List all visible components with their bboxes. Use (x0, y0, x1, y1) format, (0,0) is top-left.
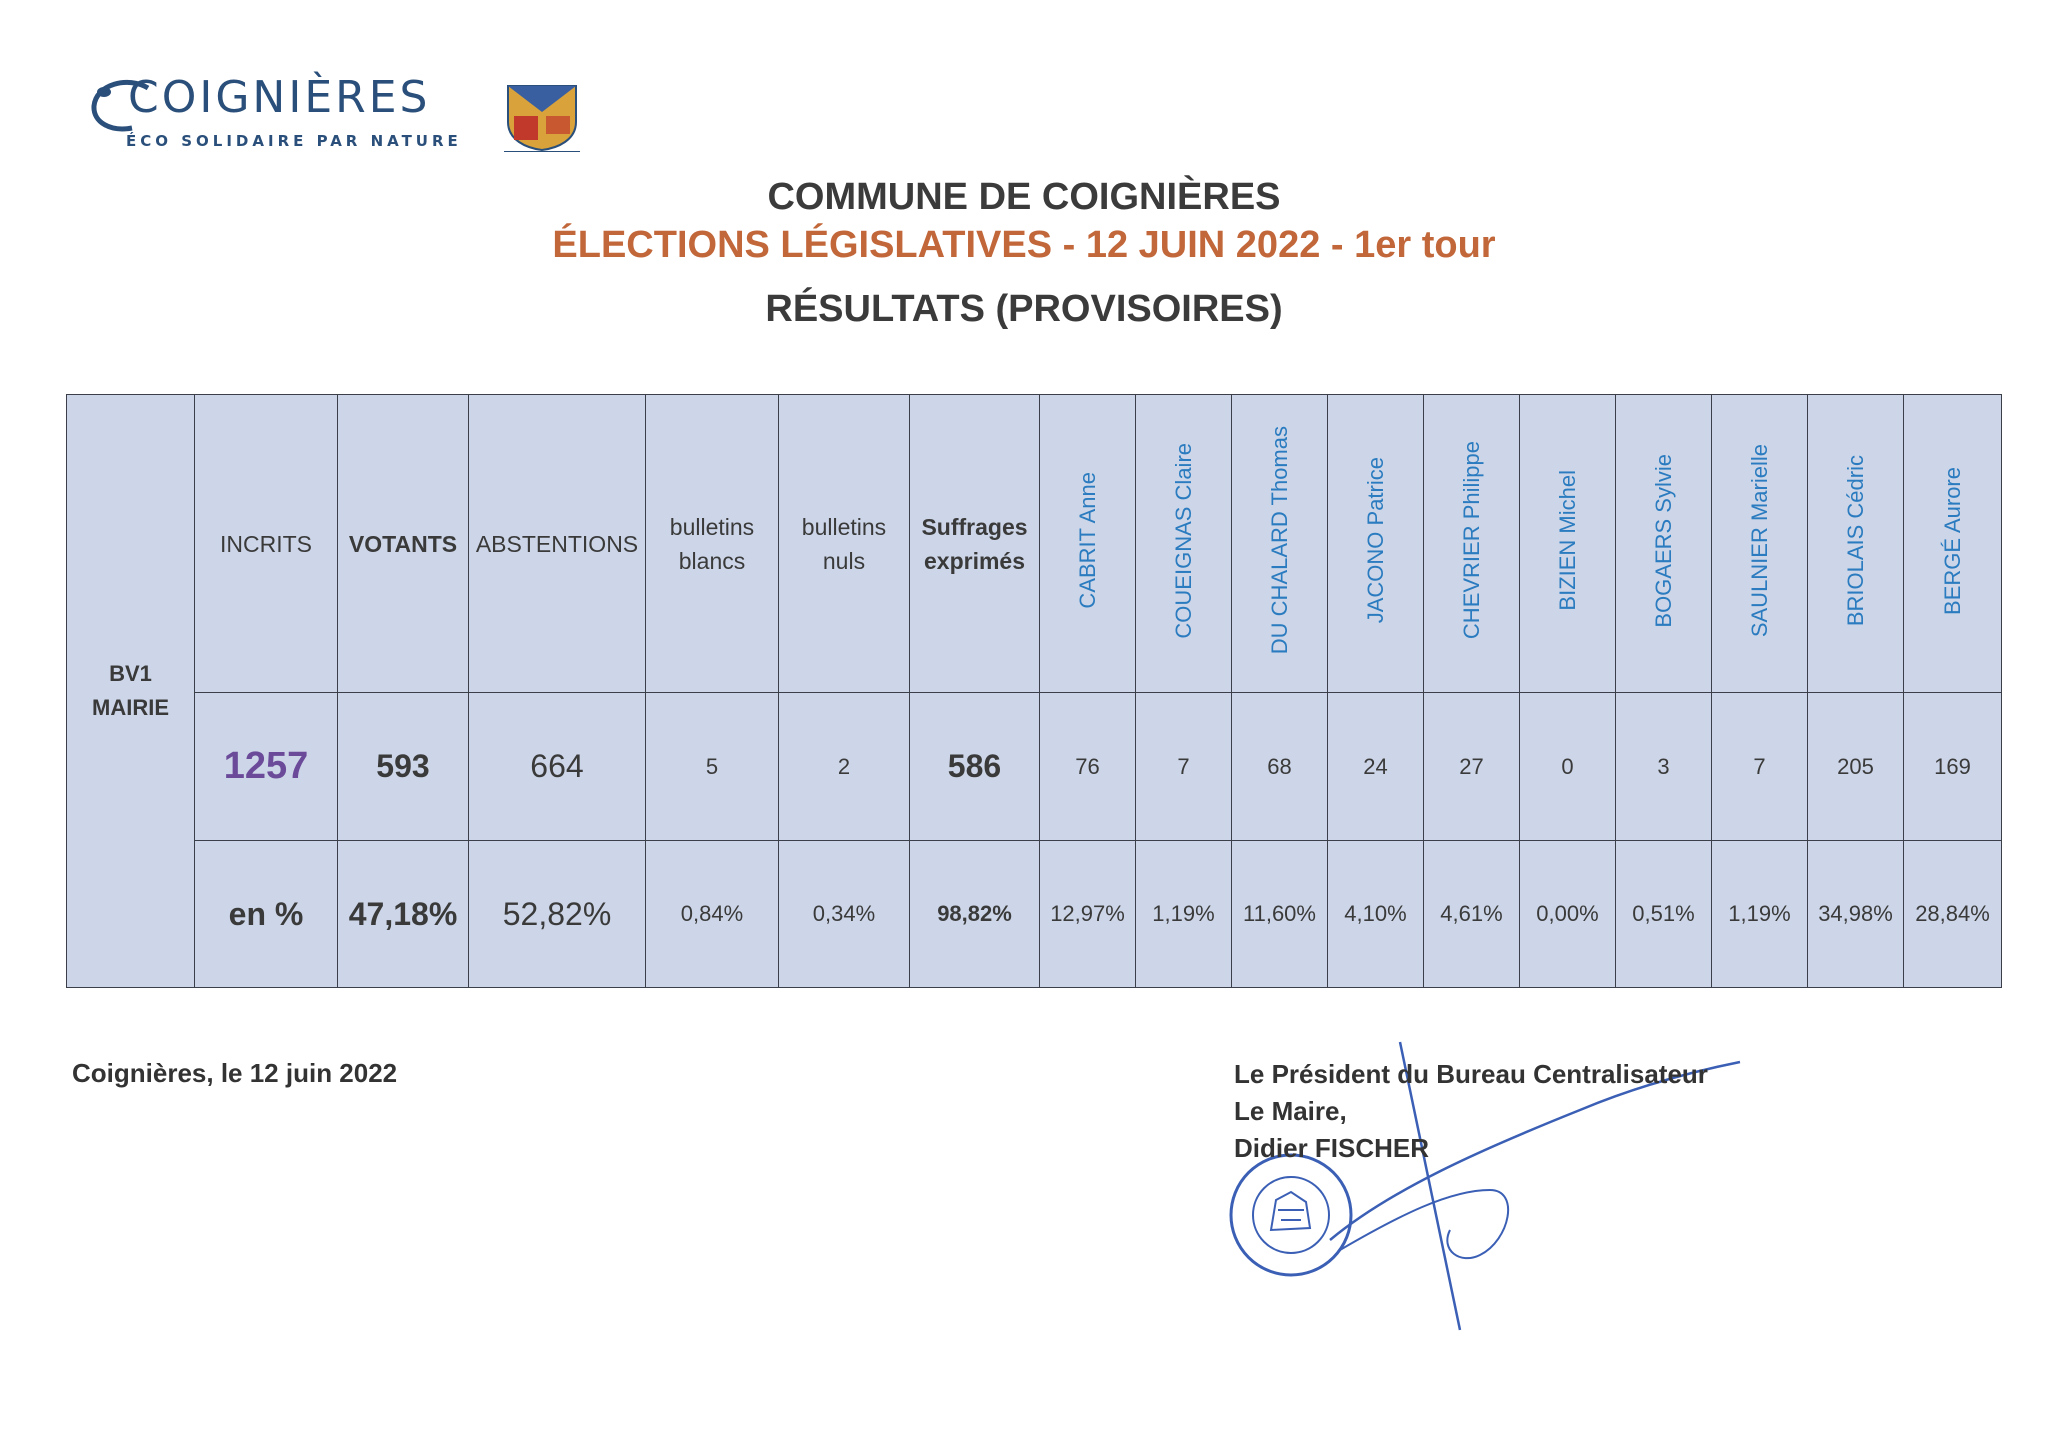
bureau-name: MAIRIE (92, 695, 169, 720)
logo-tagline: ÉCO SOLIDAIRE PAR NATURE (126, 132, 462, 150)
percent-candidate: 4,10% (1328, 841, 1424, 988)
bureau-number: BV1 (109, 661, 152, 686)
counts-row (67, 693, 2002, 841)
signature-role: Le Maire, (1234, 1096, 1347, 1126)
header-candidate: DU CHALARD Thomas (1232, 395, 1328, 693)
header-candidate: BIZIEN Michel (1520, 395, 1616, 693)
header-abstentions: ABSTENTIONS (469, 395, 646, 693)
place-date: Coignières, le 12 juin 2022 (72, 1058, 398, 1088)
count-votants: 593 (338, 693, 469, 841)
count-candidate: 205 (1808, 693, 1904, 841)
count-nuls: 2 (779, 693, 910, 841)
percent-candidate: 34,98% (1808, 841, 1904, 988)
count-exprimes: 586 (910, 693, 1040, 841)
percent-candidate: 1,19% (1712, 841, 1808, 988)
count-candidate: 169 (1904, 693, 2002, 841)
election-title: ÉLECTIONS LÉGISLATIVES - 12 JUIN 2022 - 1er tour (552, 224, 1496, 266)
count-candidate: 24 (1328, 693, 1424, 841)
header-blancs: bulletins blancs (646, 395, 779, 693)
header-candidate: JACONO Patrice (1328, 395, 1424, 693)
header-candidate: COUEIGNAS Claire (1136, 395, 1232, 693)
header-candidate: SAULNIER Marielle (1712, 395, 1808, 693)
count-candidate: 27 (1424, 693, 1520, 841)
signature-block (1234, 1056, 1708, 1167)
count-candidate: 76 (1040, 693, 1136, 841)
results-title: RÉSULTATS (PROVISOIRES) (765, 288, 1283, 330)
percent-votants: 47,18% (338, 841, 469, 988)
percent-label: en % (195, 841, 338, 988)
count-candidate: 0 (1520, 693, 1616, 841)
coignieres-logo (88, 72, 588, 162)
header-candidate: BRIOLAIS Cédric (1808, 395, 1904, 693)
count-candidate: 3 (1616, 693, 1712, 841)
results-table (66, 394, 2002, 988)
header-candidate: BOGAERS Sylvie (1616, 395, 1712, 693)
percent-candidate: 0,51% (1616, 841, 1712, 988)
count-inscrits: 1257 (195, 693, 338, 841)
percent-nuls: 0,34% (779, 841, 910, 988)
header-inscrits: INCRITS (195, 395, 338, 693)
count-abstentions: 664 (469, 693, 646, 841)
header-votants: VOTANTS (338, 395, 469, 693)
percent-candidate: 12,97% (1040, 841, 1136, 988)
bureau-cell (67, 395, 195, 988)
coat-of-arms-icon (504, 82, 580, 152)
header-exprimes: Suffrages exprimés (910, 395, 1040, 693)
header-candidate: CHEVRIER Philippe (1424, 395, 1520, 693)
signature-title: Le Président du Bureau Centralisateur (1234, 1059, 1708, 1089)
logo-wordmark: COIGNIÈRES (128, 72, 431, 123)
percent-candidate: 1,19% (1136, 841, 1232, 988)
count-candidate: 7 (1712, 693, 1808, 841)
header-nuls: bulletins nuls (779, 395, 910, 693)
percent-candidate: 0,00% (1520, 841, 1616, 988)
percent-abstentions: 52,82% (469, 841, 646, 988)
percent-blancs: 0,84% (646, 841, 779, 988)
percent-candidate: 11,60% (1232, 841, 1328, 988)
percent-row (67, 841, 2002, 988)
count-candidate: 68 (1232, 693, 1328, 841)
signature-name: Didier FISCHER (1234, 1133, 1430, 1163)
count-candidate: 7 (1136, 693, 1232, 841)
header-candidate: CABRIT Anne (1040, 395, 1136, 693)
count-blancs: 5 (646, 693, 779, 841)
percent-exprimes: 98,82% (910, 841, 1040, 988)
commune-title: COMMUNE DE COIGNIÈRES (767, 176, 1281, 218)
percent-candidate: 28,84% (1904, 841, 2002, 988)
header-row (67, 395, 2002, 693)
header-candidate: BERGÉ Aurore (1904, 395, 2002, 693)
percent-candidate: 4,61% (1424, 841, 1520, 988)
